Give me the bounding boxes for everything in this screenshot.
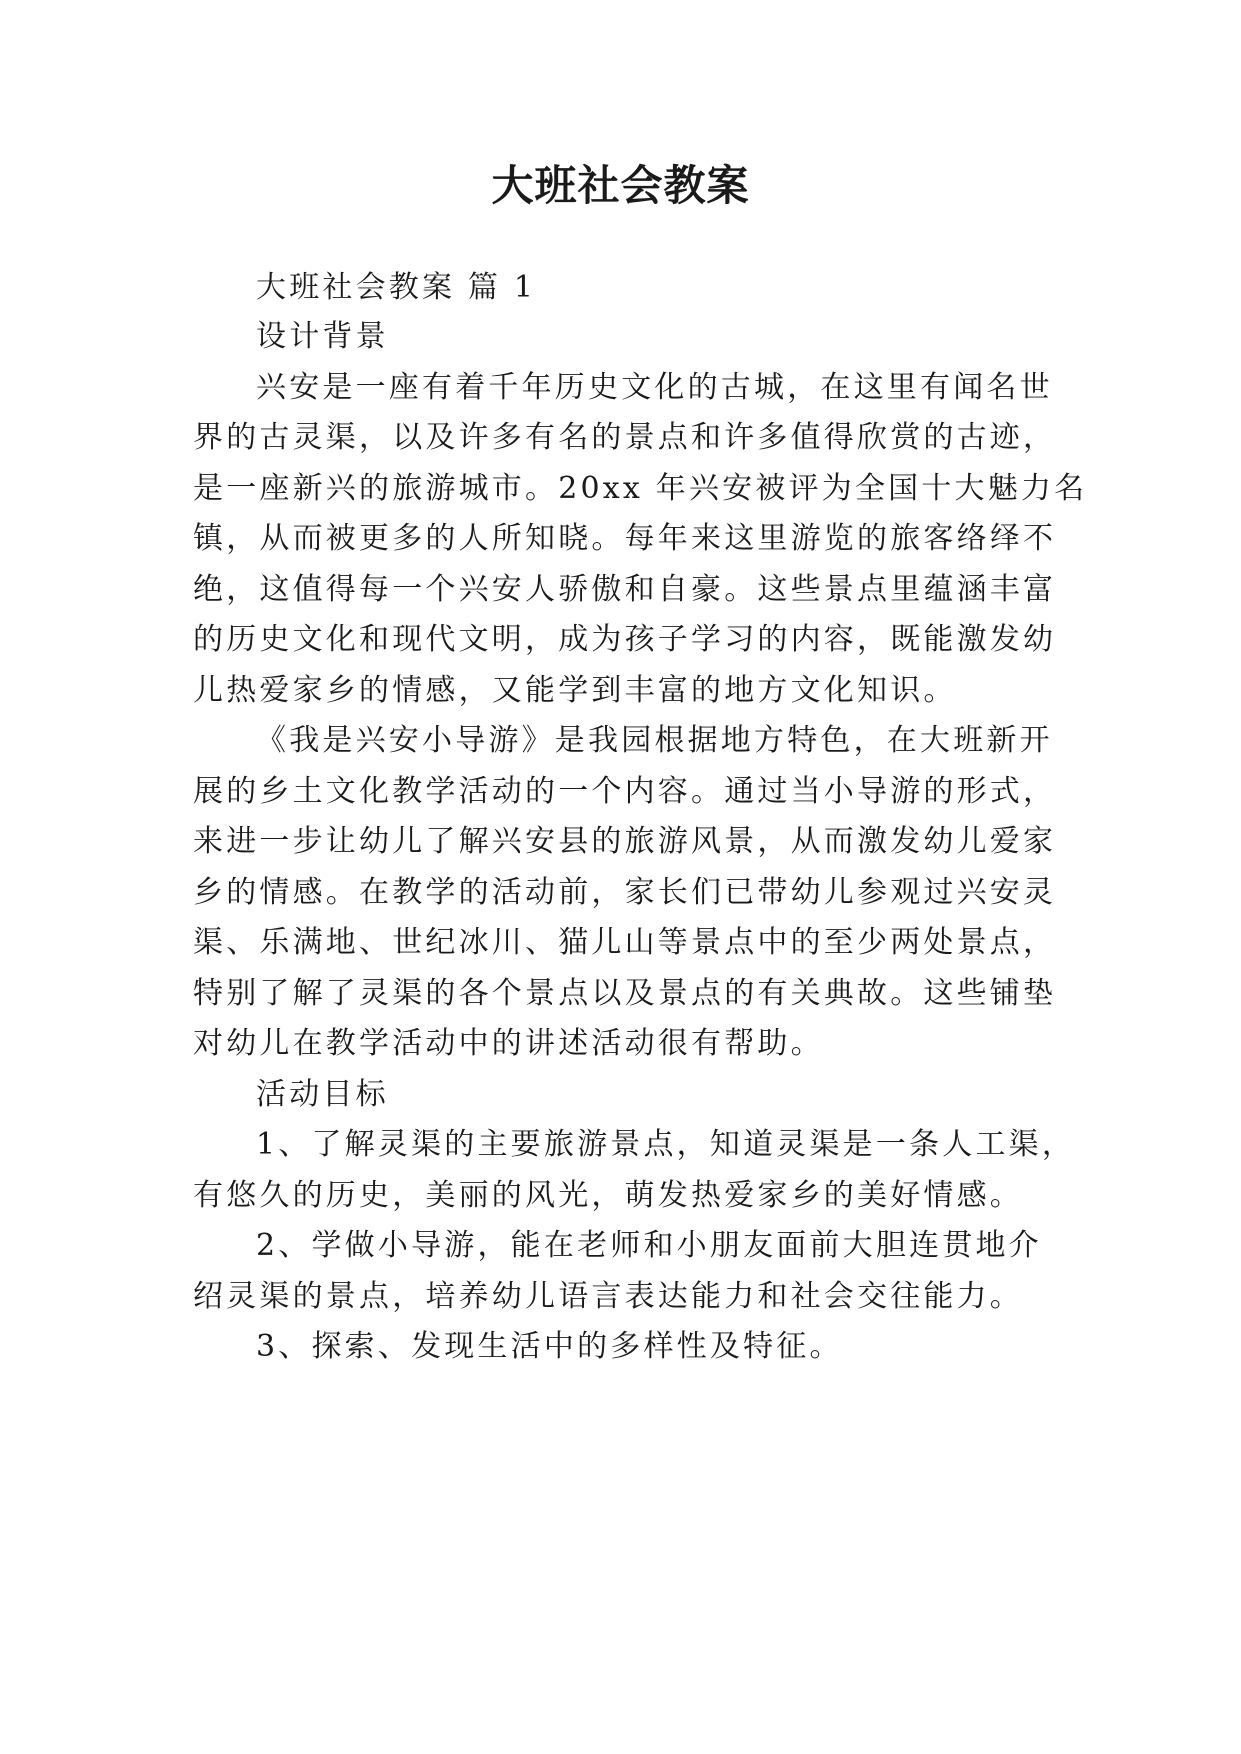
goal-line: 有悠久的历史，美丽的风光，萌发热爱家乡的美好情感。 [193, 1178, 1023, 1213]
paragraph-line: 渠、乐满地、世纪冰川、猫儿山等景点中的至少两处景点， [193, 925, 1057, 960]
paragraph-line: 镇，从而被更多的人所知晓。每年来这里游览的旅客络绎不 [193, 521, 1057, 556]
paragraph-line: 是一座新兴的旅游城市。20xx 年兴安被评为全国十大魅力名 [193, 471, 1088, 506]
paragraph-line: 的历史文化和现代文明，成为孩子学习的内容，既能激发幼 [193, 622, 1057, 657]
goal-line: 2、学做小导游，能在老师和小朋友面前大胆连贯地介 [256, 1228, 1042, 1263]
paragraph-line: 兴安是一座有着千年历史文化的古城，在这里有闻名世 [256, 370, 1053, 405]
goal-line: 绍灵渠的景点，培养幼儿语言表达能力和社会交往能力。 [193, 1279, 1023, 1314]
goals-heading: 活动目标 [256, 1077, 389, 1112]
paragraph-line: 展的乡土文化教学活动的一个内容。通过当小导游的形式， [193, 774, 1057, 809]
paragraph-line: 来进一步让幼儿了解兴安县的旅游风景，从而激发幼儿爱家 [193, 824, 1057, 859]
document-title: 大班社会教案 [491, 161, 750, 210]
section-heading: 大班社会教案 篇 1 [256, 270, 537, 305]
goal-line: 3、探索、发现生活中的多样性及特征。 [256, 1329, 843, 1364]
paragraph-line: 乡的情感。在教学的活动前，家长们已带幼儿参观过兴安灵 [193, 875, 1057, 910]
paragraph-line: 界的古灵渠，以及许多有名的景点和许多值得欣赏的古迹， [193, 420, 1057, 455]
paragraph-line: 绝，这值得每一个兴安人骄傲和自豪。这些景点里蕴涵丰富 [193, 572, 1057, 607]
paragraph-line: 特别了解了灵渠的各个景点以及景点的有关典故。这些铺垫 [193, 976, 1057, 1011]
paragraph-line: 《我是兴安小导游》是我园根据地方特色，在大班新开 [256, 723, 1053, 758]
background-heading: 设计背景 [256, 319, 389, 354]
goal-line: 1、了解灵渠的主要旅游景点，知道灵渠是一条人工渠， [256, 1127, 1076, 1162]
paragraph-line: 对幼儿在教学活动中的讲述活动很有帮助。 [193, 1026, 824, 1061]
paragraph-line: 儿热爱家乡的情感，又能学到丰富的地方文化知识。 [193, 673, 957, 708]
